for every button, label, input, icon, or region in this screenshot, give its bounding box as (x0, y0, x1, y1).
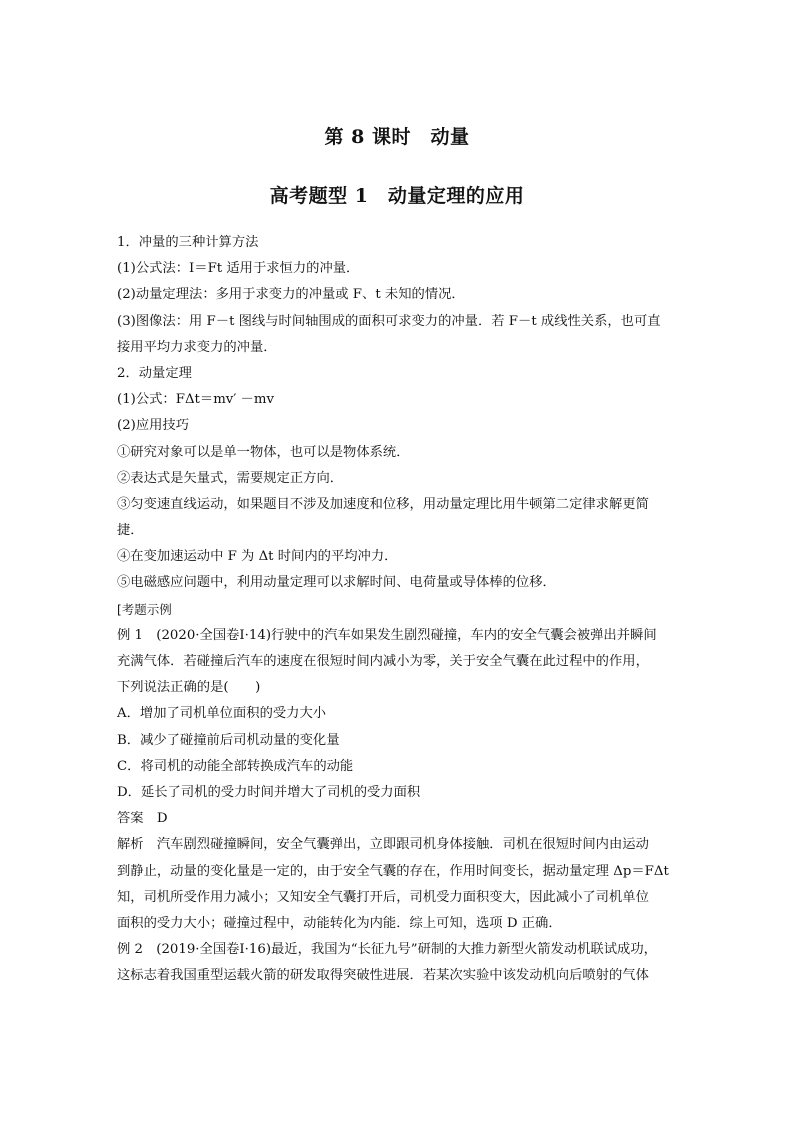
text-line: (3)图像法：用 F－t 图线与时间轴围成的面积可求变力的冲量．若 F－t 成线性关系，也可直 (117, 313, 661, 329)
text-line: (1)公式：FΔt＝mv′ －mv (117, 392, 274, 408)
option-d: D．延长了司机的受力时间并增大了司机的受力面积 (117, 784, 421, 800)
text-line: 接用平均力求变力的冲量． (117, 339, 277, 355)
example-tag (117, 597, 683, 623)
text-line: 2．动量定理 (117, 365, 192, 381)
analysis-line: 到静止，动量的变化量是一定的，由于安全气囊的存在，作用时间变长，据动量定理 Δp＝FΔt (117, 863, 669, 879)
page-title: 第 8 课时 动量 (324, 126, 470, 148)
text-line: ③匀变速直线运动，如果题目不涉及加速度和位移，用动量定理比用牛顿第二定律求解更简 (117, 496, 649, 512)
text-line: ④在变加速运动中 F 为 Δt 时间内的平均冲力． (117, 549, 398, 565)
text-line: (2)应用技巧 (117, 418, 190, 434)
text-line: ①研究对象可以是单一物体，也可以是物体系统． (117, 444, 410, 460)
text-line: 充满气体．若碰撞后汽车的速度在很短时间内减小为零，关于安全气囊在此过程中的作用， (117, 654, 649, 669)
text-line: 这标志着我国重型运载火箭的研发取得突破性进展．若某次实验中该发动机向后喷射的气体 (117, 968, 649, 984)
tag-label: 考题示例 (121, 601, 172, 617)
text-line: ②表达式是矢量式，需要规定正方向． (117, 470, 344, 486)
analysis-line: 知，司机所受作用力减小；又知安全气囊打开后，司机受力面积变大，因此减小了司机单位 (117, 889, 649, 905)
text-line: 例 1 (2020·全国卷Ⅰ·14)行驶中的汽车如果发生剧烈碰撞，车内的安全气囊会被弹出并瞬间 (117, 627, 657, 643)
analysis-line: 解析 汽车剧烈碰撞瞬间，安全气囊弹出，立即跟司机身体接触．司机在很短时间内由运动 (117, 837, 649, 853)
text-line: 下列说法正确的是( ) (117, 680, 261, 696)
text-line: ⑤电磁感应问题中，利用动量定理可以求解时间、电荷量或导体棒的位移． (117, 575, 556, 591)
text-line: 1．冲量的三种计算方法 (117, 235, 259, 250)
tag-bracket: [ (117, 602, 122, 617)
answer-line: 答案 D (117, 811, 168, 827)
option-c: C．将司机的动能全部转换成汽车的动能 (117, 758, 354, 774)
text-line: 例 2 (2019·全国卷Ⅰ·16)最近，我国为“长征九号”研制的大推力新型火箭发动机联试成功， (117, 942, 657, 958)
option-b: B．减少了碰撞前后司机动量的变化量 (117, 732, 340, 748)
text-line: (2)动量定理法：多用于求变力的冲量或 F、t 未知的情况． (117, 287, 465, 303)
option-a: A．增加了司机单位面积的受力大小 (117, 706, 327, 722)
text-line: 捷． (117, 523, 144, 539)
analysis-line: 面积的受力大小；碰撞过程中，动能转化为内能．综上可知，选项 D 正确． (117, 915, 562, 931)
document-body (117, 230, 683, 989)
section-subtitle: 高考题型 1 动量定理的应用 (269, 185, 525, 207)
text-line: (1)公式法：I＝Ft 适用于求恒力的冲量． (117, 261, 360, 277)
